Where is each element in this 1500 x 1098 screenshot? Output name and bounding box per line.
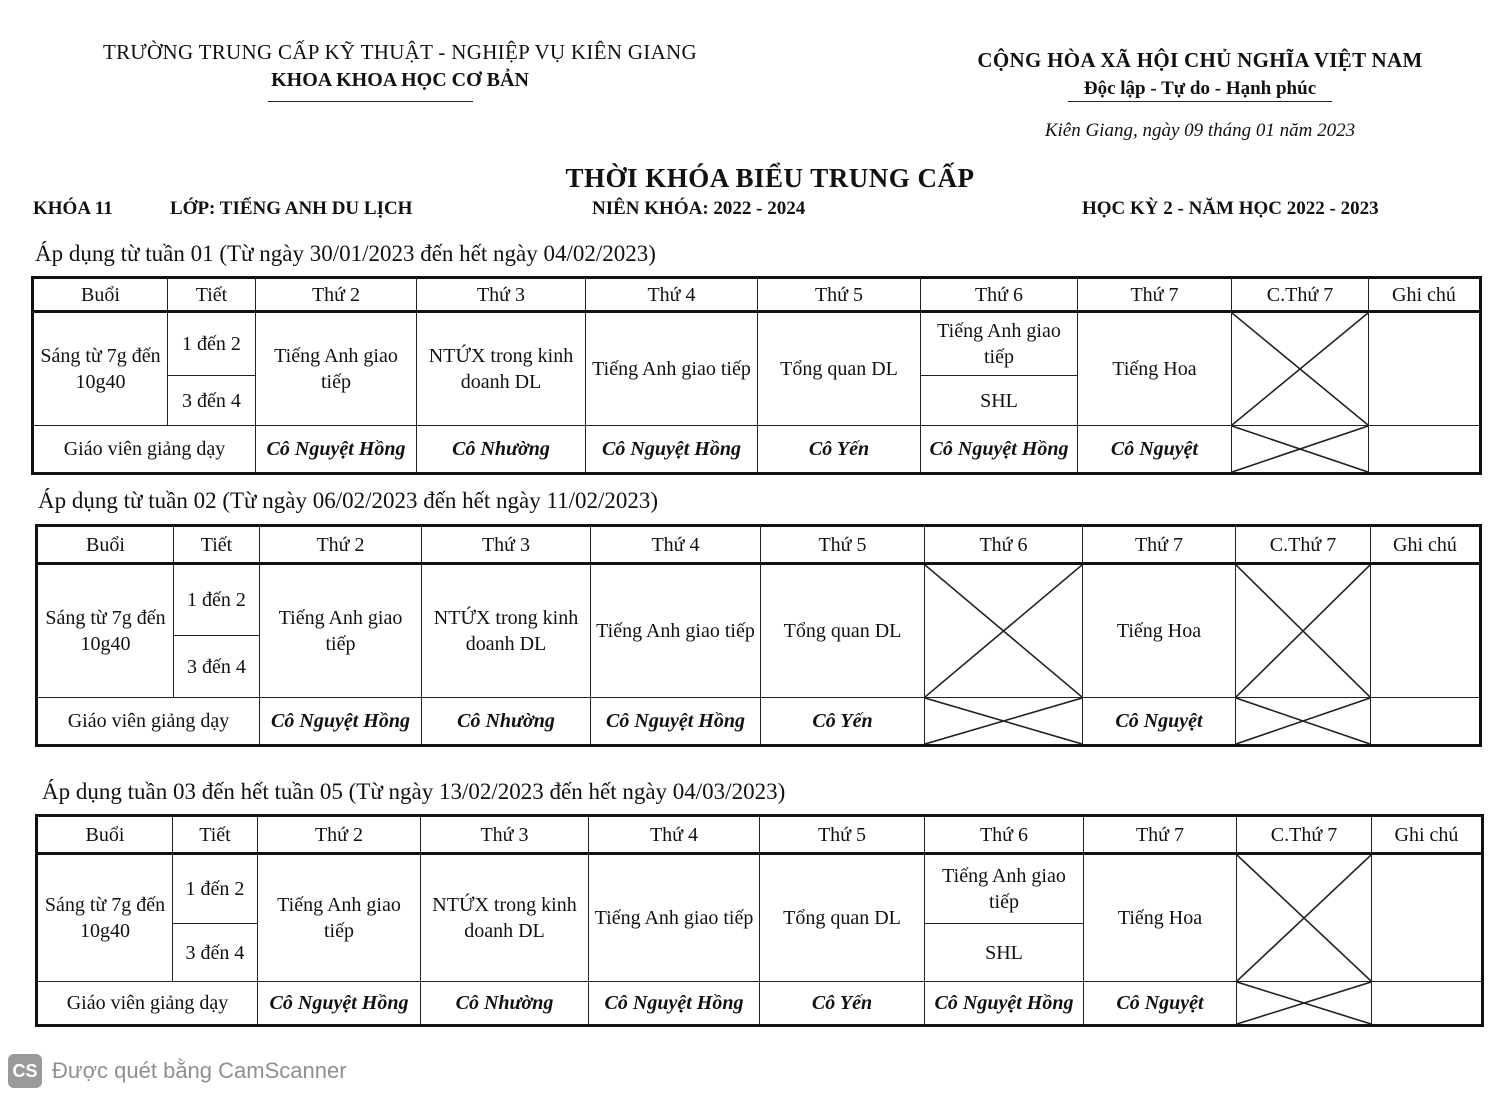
subject-cell-fri-p1: Tiếng Anh giao tiếp	[921, 312, 1078, 376]
cross-mark-icon	[1232, 426, 1368, 472]
subject-cell-wed: Tiếng Anh giao tiếp	[589, 854, 760, 982]
col-header-thu: Thứ 5	[758, 278, 921, 312]
school-header	[40, 40, 760, 92]
national-motto: Độc lập - Tự do - Hạnh phúc	[1083, 78, 1317, 99]
subject-cell-tue: NTỨX trong kinh doanh DL	[422, 564, 591, 698]
teacher-cell-mon: Cô Nguyệt Hồng	[258, 982, 421, 1026]
subject-cell-sat: Tiếng Hoa	[1083, 564, 1236, 698]
col-header-session: Buổi	[37, 816, 173, 854]
col-header-tue: Thứ 3	[417, 278, 586, 312]
subject-cell-mon: Tiếng Anh giao tiếp	[258, 854, 421, 982]
teacher-cell-thu: Cô Yến	[758, 426, 921, 474]
teacher-row-label: Giáo viên giảng dạy	[37, 982, 258, 1026]
subject-cell-fri-p2: SHL	[921, 376, 1078, 426]
period-cell: 1 đến 2	[174, 564, 260, 636]
camscanner-text: Được quét bằng CamScanner	[52, 1058, 347, 1083]
session-cell: Sáng từ 7g đến 10g40	[37, 854, 173, 982]
crossed-out-cell	[1237, 982, 1372, 1026]
col-header-wed: Thứ 4	[589, 816, 760, 854]
period-cell: 3 đến 4	[168, 376, 256, 426]
crossed-out-cell	[1232, 426, 1369, 474]
col-header-sat: Thứ 7	[1084, 816, 1237, 854]
teacher-cell-sat: Cô Nguyệt	[1083, 698, 1236, 746]
teacher-cell-wed: Cô Nguyệt Hồng	[591, 698, 761, 746]
col-header-sun: C.Thứ 7	[1232, 278, 1369, 312]
cross-mark-icon	[1236, 698, 1370, 744]
crossed-out-cell	[925, 564, 1083, 698]
col-header-fri: Thứ 6	[921, 278, 1078, 312]
teacher-cell-mon: Cô Nguyệt Hồng	[256, 426, 417, 474]
cross-mark-icon	[1237, 855, 1371, 981]
subject-cell-wed: Tiếng Anh giao tiếp	[591, 564, 761, 698]
col-header-session: Buổi	[33, 278, 168, 312]
table1-heading: Áp dụng từ tuần 01 (Từ ngày 30/01/2023 đến hết ngày 04/02/2023)	[35, 241, 656, 266]
cross-mark-icon	[925, 698, 1082, 744]
period-cell: 1 đến 2	[168, 312, 256, 376]
col-header-sun: C.Thứ 7	[1236, 526, 1371, 564]
notes-cell	[1369, 312, 1481, 426]
col-header-notes: Ghi chú	[1372, 816, 1483, 854]
period-cell: 3 đến 4	[174, 636, 260, 698]
teacher-cell-thu: Cô Yến	[760, 982, 925, 1026]
teacher-cell-tue: Cô Nhường	[422, 698, 591, 746]
subject-cell-fri-p2: SHL	[925, 924, 1084, 982]
col-header-period: Tiết	[174, 526, 260, 564]
national-header	[950, 48, 1450, 100]
subject-cell-sat: Tiếng Hoa	[1078, 312, 1232, 426]
col-header-thu: Thứ 5	[760, 816, 925, 854]
faculty-underline	[268, 101, 473, 102]
col-header-mon: Thứ 2	[258, 816, 421, 854]
session-cell: Sáng từ 7g đến 10g40	[37, 564, 174, 698]
years-label: NIÊN KHÓA: 2022 - 2024	[592, 198, 806, 219]
notes-cell	[1371, 698, 1481, 746]
timetable-week-1	[31, 276, 1482, 475]
subject-cell-tue: NTỨX trong kinh doanh DL	[417, 312, 586, 426]
col-header-period: Tiết	[173, 816, 258, 854]
teacher-cell-thu: Cô Yến	[761, 698, 925, 746]
crossed-out-cell	[1236, 564, 1371, 698]
subject-cell-fri-p1: Tiếng Anh giao tiếp	[925, 854, 1084, 924]
col-header-period: Tiết	[168, 278, 256, 312]
course-label: KHÓA 11	[33, 198, 113, 219]
subject-cell-mon: Tiếng Anh giao tiếp	[260, 564, 422, 698]
teacher-cell-fri: Cô Nguyệt Hồng	[921, 426, 1078, 474]
subject-cell-thu: Tổng quan DL	[760, 854, 925, 982]
notes-cell	[1371, 564, 1481, 698]
crossed-out-cell	[925, 698, 1083, 746]
table2-heading: Áp dụng từ tuần 02 (Từ ngày 06/02/2023 đến hết ngày 11/02/2023)	[38, 488, 659, 513]
cross-mark-icon	[1236, 565, 1370, 697]
teacher-cell-sat: Cô Nguyệt	[1084, 982, 1237, 1026]
col-header-wed: Thứ 4	[591, 526, 761, 564]
col-header-thu: Thứ 5	[761, 526, 925, 564]
subject-cell-thu: Tổng quan DL	[761, 564, 925, 698]
teacher-row-label: Giáo viên giảng dạy	[37, 698, 260, 746]
col-header-sat: Thứ 7	[1083, 526, 1236, 564]
faculty-name: KHOA KHOA HỌC CƠ BẢN	[271, 69, 529, 91]
camscanner-watermark	[8, 1052, 347, 1090]
country-name: CỘNG HÒA XÃ HỘI CHỦ NGHĨA VIỆT NAM	[977, 48, 1423, 72]
table3-heading: Áp dụng tuần 03 đến hết tuần 05 (Từ ngày 13/02/2023 đến hết ngày 04/03/2023)	[42, 779, 786, 804]
subject-cell-tue: NTỨX trong kinh doanh DL	[421, 854, 589, 982]
period-cell: 1 đến 2	[173, 854, 258, 924]
timetable-weeks-3-5	[35, 814, 1484, 1027]
col-header-notes: Ghi chú	[1371, 526, 1481, 564]
col-header-sun: C.Thứ 7	[1237, 816, 1372, 854]
teacher-cell-fri: Cô Nguyệt Hồng	[925, 982, 1084, 1026]
crossed-out-cell	[1236, 698, 1371, 746]
cross-mark-icon	[1237, 982, 1371, 1024]
teacher-row-label: Giáo viên giảng dạy	[33, 426, 256, 474]
notes-cell	[1372, 854, 1483, 982]
subject-cell-wed: Tiếng Anh giao tiếp	[586, 312, 758, 426]
col-header-sat: Thứ 7	[1078, 278, 1232, 312]
col-header-mon: Thứ 2	[256, 278, 417, 312]
subject-cell-sat: Tiếng Hoa	[1084, 854, 1237, 982]
teacher-cell-wed: Cô Nguyệt Hồng	[589, 982, 760, 1026]
subject-cell-thu: Tổng quan DL	[758, 312, 921, 426]
notes-cell	[1369, 426, 1481, 474]
session-cell: Sáng từ 7g đến 10g40	[33, 312, 168, 426]
semester-label: HỌC KỲ 2 - NĂM HỌC 2022 - 2023	[1082, 198, 1379, 219]
subject-cell-mon: Tiếng Anh giao tiếp	[256, 312, 417, 426]
col-header-tue: Thứ 3	[421, 816, 589, 854]
crossed-out-cell	[1237, 854, 1372, 982]
teacher-cell-tue: Cô Nhường	[421, 982, 589, 1026]
teacher-cell-sat: Cô Nguyệt	[1078, 426, 1232, 474]
col-header-tue: Thứ 3	[422, 526, 591, 564]
crossed-out-cell	[1232, 312, 1369, 426]
teacher-cell-tue: Cô Nhường	[417, 426, 586, 474]
col-header-fri: Thứ 6	[925, 526, 1083, 564]
school-name: TRƯỜNG TRUNG CẤP KỸ THUẬT - NGHIỆP VỤ KIÊN GIANG	[103, 40, 697, 64]
notes-cell	[1372, 982, 1483, 1026]
col-header-mon: Thứ 2	[260, 526, 422, 564]
teacher-cell-wed: Cô Nguyệt Hồng	[586, 426, 758, 474]
cross-mark-icon	[925, 565, 1082, 697]
camscanner-logo-icon: CS	[8, 1054, 42, 1088]
col-header-fri: Thứ 6	[925, 816, 1084, 854]
timetable-week-2	[35, 524, 1482, 747]
col-header-notes: Ghi chú	[1369, 278, 1481, 312]
document-date: Kiên Giang, ngày 09 tháng 01 năm 2023	[1044, 120, 1356, 141]
teacher-cell-mon: Cô Nguyệt Hồng	[260, 698, 422, 746]
motto-underline	[1068, 101, 1332, 102]
period-cell: 3 đến 4	[173, 924, 258, 982]
col-header-session: Buổi	[37, 526, 174, 564]
cross-mark-icon	[1232, 313, 1368, 425]
page-title: THỜI KHÓA BIỂU TRUNG CẤP	[565, 163, 975, 193]
class-label: LỚP: TIẾNG ANH DU LỊCH	[170, 198, 413, 219]
col-header-wed: Thứ 4	[586, 278, 758, 312]
